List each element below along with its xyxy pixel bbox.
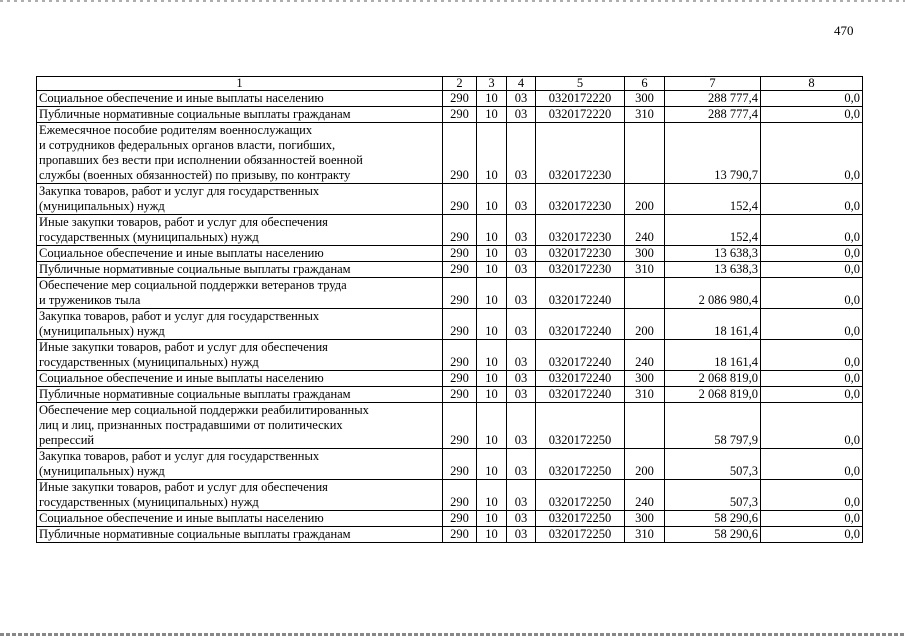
cell-c3: 10 (477, 387, 507, 403)
cell-c7: 13 638,3 (665, 246, 761, 262)
cell-c6 (625, 278, 665, 309)
cell-c3: 10 (477, 527, 507, 543)
cell-c7: 2 068 819,0 (665, 371, 761, 387)
cell-c4: 03 (507, 371, 536, 387)
cell-c4: 03 (507, 262, 536, 278)
column-header: 1 (37, 77, 443, 91)
row-description (37, 387, 443, 403)
cell-c5: 0320172240 (536, 278, 625, 309)
cell-c6: 240 (625, 340, 665, 371)
cell-c6: 300 (625, 371, 665, 387)
cell-c3: 10 (477, 107, 507, 123)
cell-c2: 290 (443, 184, 477, 215)
description-line: государственных (муниципальных) нужд (39, 355, 259, 369)
description-line: Закупка товаров, работ и услуг для государственных (39, 449, 320, 463)
table-body (37, 91, 863, 543)
cell-c2: 290 (443, 91, 477, 107)
description-line: Закупка товаров, работ и услуг для государственных (39, 184, 320, 198)
cell-c7: 288 777,4 (665, 107, 761, 123)
cell-c5: 0320172240 (536, 371, 625, 387)
cell-c4: 03 (507, 527, 536, 543)
cell-c2: 290 (443, 449, 477, 480)
table-row (37, 262, 863, 278)
cell-c6: 310 (625, 107, 665, 123)
description-line: государственных (муниципальных) нужд (39, 230, 259, 244)
cell-c7: 507,3 (665, 449, 761, 480)
row-description (37, 371, 443, 387)
cell-c2: 290 (443, 387, 477, 403)
table-row (37, 387, 863, 403)
cell-c3: 10 (477, 215, 507, 246)
description-line: Публичные нормативные социальные выплаты гражданам (39, 107, 351, 121)
scan-edge-top (0, 0, 905, 2)
cell-c8: 0,0 (761, 387, 863, 403)
cell-c7: 152,4 (665, 184, 761, 215)
cell-c4: 03 (507, 246, 536, 262)
cell-c6: 200 (625, 449, 665, 480)
row-description (37, 511, 443, 527)
column-header: 5 (536, 77, 625, 91)
cell-c7: 58 797,9 (665, 403, 761, 449)
cell-c6: 310 (625, 527, 665, 543)
description-line: репрессий (39, 433, 95, 447)
cell-c6: 200 (625, 309, 665, 340)
table-row (37, 403, 863, 449)
cell-c7: 152,4 (665, 215, 761, 246)
budget-table (36, 76, 863, 543)
row-description (37, 527, 443, 543)
description-line: Иные закупки товаров, работ и услуг для обеспечения (39, 215, 328, 229)
table-row (37, 371, 863, 387)
table-row (37, 527, 863, 543)
cell-c7: 18 161,4 (665, 309, 761, 340)
cell-c2: 290 (443, 403, 477, 449)
description-line: Социальное обеспечение и иные выплаты населению (39, 246, 324, 260)
cell-c8: 0,0 (761, 246, 863, 262)
cell-c5: 0320172250 (536, 403, 625, 449)
cell-c5: 0320172220 (536, 91, 625, 107)
description-line: Ежемесячное пособие родителям военнослужащих (39, 123, 313, 137)
table-row (37, 215, 863, 246)
table-row (37, 184, 863, 215)
row-description (37, 480, 443, 511)
column-header: 6 (625, 77, 665, 91)
cell-c2: 290 (443, 340, 477, 371)
cell-c8: 0,0 (761, 309, 863, 340)
description-line: Публичные нормативные социальные выплаты гражданам (39, 262, 351, 276)
cell-c2: 290 (443, 215, 477, 246)
table-row (37, 511, 863, 527)
cell-c3: 10 (477, 403, 507, 449)
table-row (37, 246, 863, 262)
cell-c7: 507,3 (665, 480, 761, 511)
cell-c5: 0320172240 (536, 309, 625, 340)
cell-c7: 13 790,7 (665, 123, 761, 184)
row-description (37, 184, 443, 215)
cell-c8: 0,0 (761, 403, 863, 449)
cell-c6: 300 (625, 246, 665, 262)
description-line: пропавших без вести при исполнении обязанностей военной (39, 153, 363, 167)
cell-c6: 240 (625, 480, 665, 511)
row-description (37, 309, 443, 340)
table-row (37, 340, 863, 371)
cell-c6: 200 (625, 184, 665, 215)
cell-c4: 03 (507, 107, 536, 123)
cell-c4: 03 (507, 387, 536, 403)
cell-c4: 03 (507, 340, 536, 371)
cell-c2: 290 (443, 246, 477, 262)
cell-c3: 10 (477, 371, 507, 387)
cell-c2: 290 (443, 511, 477, 527)
cell-c5: 0320172250 (536, 480, 625, 511)
row-description (37, 449, 443, 480)
cell-c6: 310 (625, 262, 665, 278)
description-line: и сотрудников федеральных органов власти, погибших, (39, 138, 336, 152)
cell-c8: 0,0 (761, 91, 863, 107)
cell-c2: 290 (443, 107, 477, 123)
cell-c4: 03 (507, 215, 536, 246)
row-description (37, 246, 443, 262)
cell-c8: 0,0 (761, 371, 863, 387)
cell-c3: 10 (477, 511, 507, 527)
cell-c3: 10 (477, 246, 507, 262)
cell-c8: 0,0 (761, 278, 863, 309)
cell-c7: 58 290,6 (665, 527, 761, 543)
cell-c8: 0,0 (761, 449, 863, 480)
cell-c5: 0320172230 (536, 215, 625, 246)
cell-c8: 0,0 (761, 123, 863, 184)
description-line: Закупка товаров, работ и услуг для государственных (39, 309, 320, 323)
cell-c7: 18 161,4 (665, 340, 761, 371)
description-line: Иные закупки товаров, работ и услуг для обеспечения (39, 340, 328, 354)
description-line: Иные закупки товаров, работ и услуг для обеспечения (39, 480, 328, 494)
row-description (37, 107, 443, 123)
cell-c6 (625, 123, 665, 184)
cell-c5: 0320172240 (536, 340, 625, 371)
cell-c7: 2 068 819,0 (665, 387, 761, 403)
cell-c3: 10 (477, 340, 507, 371)
cell-c4: 03 (507, 91, 536, 107)
row-description (37, 403, 443, 449)
cell-c6: 300 (625, 511, 665, 527)
cell-c6 (625, 403, 665, 449)
column-header: 3 (477, 77, 507, 91)
cell-c5: 0320172230 (536, 246, 625, 262)
cell-c4: 03 (507, 184, 536, 215)
description-line: и тружеников тыла (39, 293, 141, 307)
description-line: Социальное обеспечение и иные выплаты населению (39, 91, 324, 105)
cell-c6: 310 (625, 387, 665, 403)
description-line: Социальное обеспечение и иные выплаты населению (39, 371, 324, 385)
column-header: 4 (507, 77, 536, 91)
table-row (37, 91, 863, 107)
cell-c5: 0320172250 (536, 527, 625, 543)
table-row (37, 278, 863, 309)
column-header: 8 (761, 77, 863, 91)
cell-c3: 10 (477, 262, 507, 278)
description-line: (муниципальных) нужд (39, 199, 165, 213)
table-row (37, 309, 863, 340)
cell-c2: 290 (443, 371, 477, 387)
cell-c2: 290 (443, 480, 477, 511)
cell-c8: 0,0 (761, 480, 863, 511)
cell-c8: 0,0 (761, 340, 863, 371)
cell-c5: 0320172250 (536, 449, 625, 480)
cell-c4: 03 (507, 511, 536, 527)
cell-c8: 0,0 (761, 527, 863, 543)
cell-c7: 58 290,6 (665, 511, 761, 527)
cell-c3: 10 (477, 91, 507, 107)
cell-c5: 0320172240 (536, 387, 625, 403)
cell-c2: 290 (443, 262, 477, 278)
table-row (37, 449, 863, 480)
description-line: (муниципальных) нужд (39, 464, 165, 478)
cell-c8: 0,0 (761, 107, 863, 123)
cell-c4: 03 (507, 309, 536, 340)
cell-c5: 0320172230 (536, 184, 625, 215)
row-description (37, 215, 443, 246)
cell-c3: 10 (477, 449, 507, 480)
cell-c4: 03 (507, 278, 536, 309)
cell-c4: 03 (507, 449, 536, 480)
cell-c7: 13 638,3 (665, 262, 761, 278)
cell-c8: 0,0 (761, 215, 863, 246)
cell-c8: 0,0 (761, 184, 863, 215)
scan-edge-bottom (0, 633, 905, 636)
description-line: Обеспечение мер социальной поддержки реабилитированных (39, 403, 369, 417)
cell-c5: 0320172230 (536, 262, 625, 278)
cell-c7: 288 777,4 (665, 91, 761, 107)
cell-c3: 10 (477, 480, 507, 511)
description-line: службы (военных обязанностей) по призыву, по контракту (39, 168, 351, 182)
cell-c3: 10 (477, 184, 507, 215)
row-description (37, 91, 443, 107)
description-line: (муниципальных) нужд (39, 324, 165, 338)
description-line: государственных (муниципальных) нужд (39, 495, 259, 509)
cell-c3: 10 (477, 309, 507, 340)
description-line: лиц и лиц, признанных пострадавшими от политических (39, 418, 343, 432)
cell-c6: 300 (625, 91, 665, 107)
cell-c2: 290 (443, 527, 477, 543)
description-line: Публичные нормативные социальные выплаты гражданам (39, 387, 351, 401)
cell-c4: 03 (507, 480, 536, 511)
cell-c4: 03 (507, 123, 536, 184)
cell-c8: 0,0 (761, 511, 863, 527)
cell-c8: 0,0 (761, 262, 863, 278)
description-line: Социальное обеспечение и иные выплаты населению (39, 511, 324, 525)
cell-c3: 10 (477, 278, 507, 309)
page-number: 470 (834, 23, 854, 38)
row-description (37, 262, 443, 278)
table-header-row (37, 77, 863, 91)
table-row (37, 123, 863, 184)
cell-c4: 03 (507, 403, 536, 449)
table-row (37, 480, 863, 511)
cell-c5: 0320172250 (536, 511, 625, 527)
row-description (37, 123, 443, 184)
cell-c2: 290 (443, 123, 477, 184)
cell-c7: 2 086 980,4 (665, 278, 761, 309)
cell-c2: 290 (443, 278, 477, 309)
row-description (37, 340, 443, 371)
column-header: 7 (665, 77, 761, 91)
cell-c2: 290 (443, 309, 477, 340)
row-description (37, 278, 443, 309)
column-header: 2 (443, 77, 477, 91)
cell-c6: 240 (625, 215, 665, 246)
cell-c5: 0320172220 (536, 107, 625, 123)
table-row (37, 107, 863, 123)
description-line: Публичные нормативные социальные выплаты гражданам (39, 527, 351, 541)
description-line: Обеспечение мер социальной поддержки ветеранов труда (39, 278, 347, 292)
cell-c5: 0320172230 (536, 123, 625, 184)
cell-c3: 10 (477, 123, 507, 184)
